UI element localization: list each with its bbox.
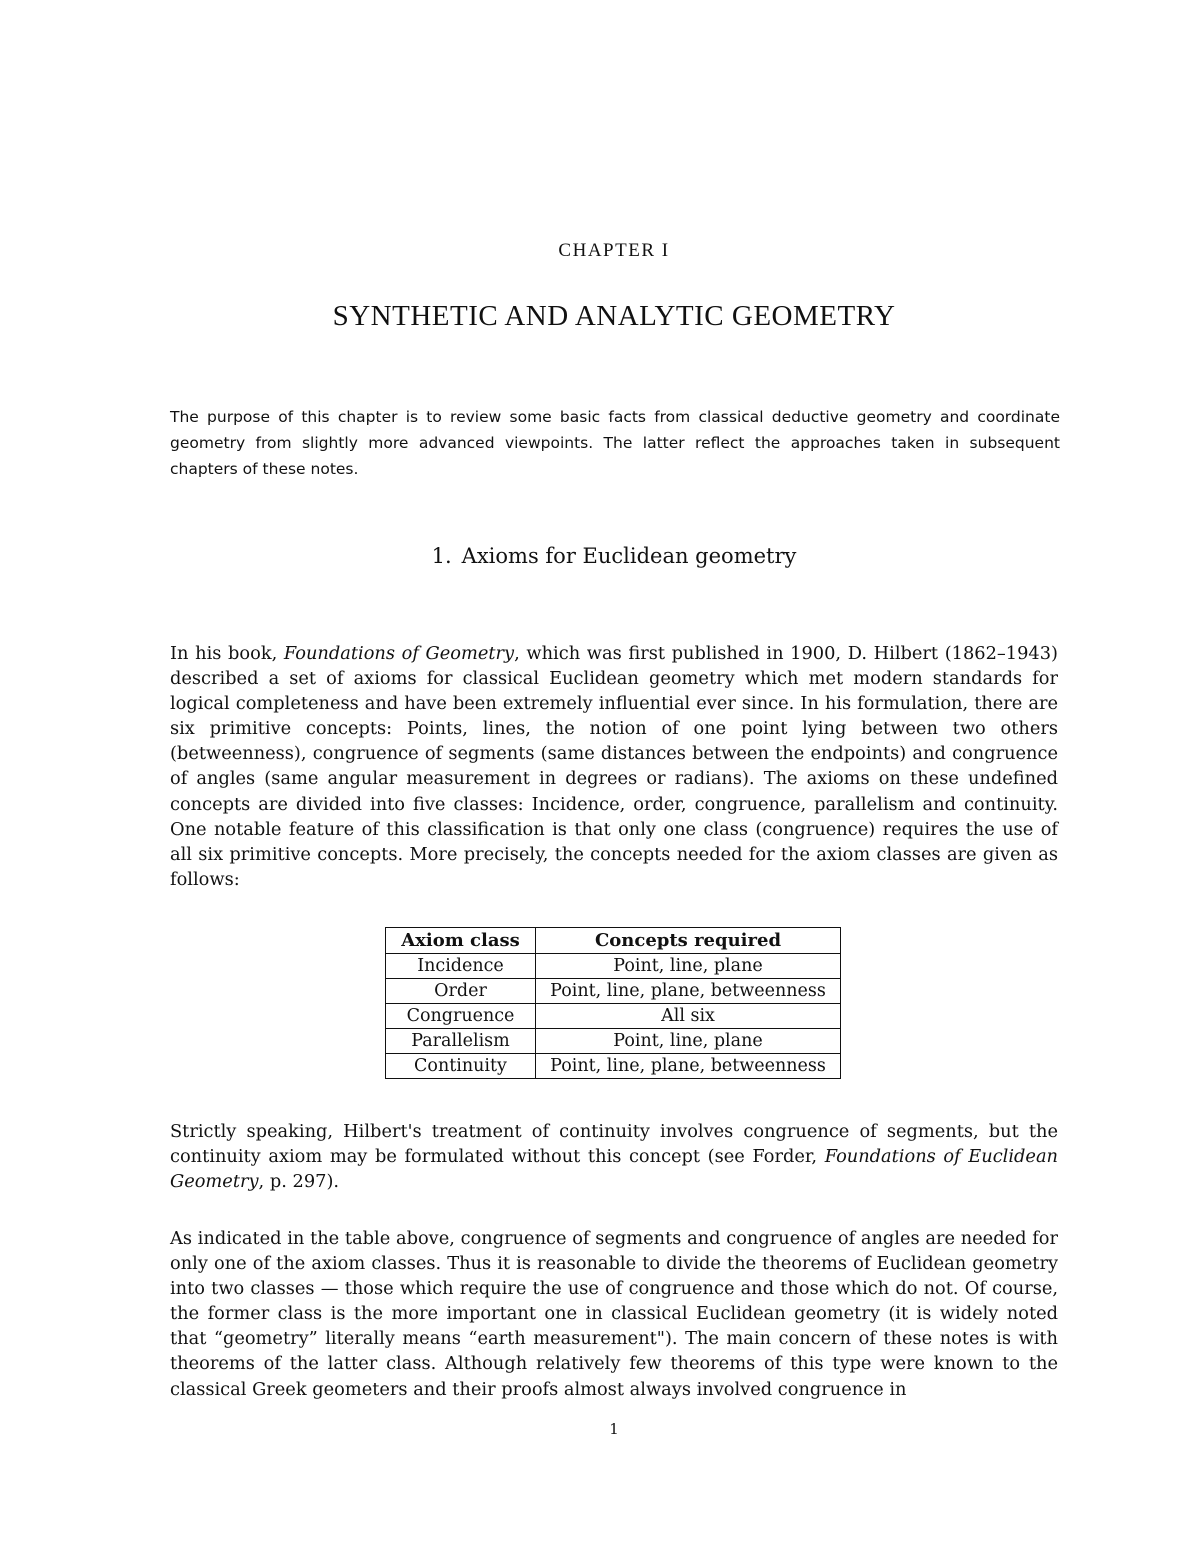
- table-cell: Congruence: [386, 1004, 536, 1029]
- page-number: 1: [609, 1420, 619, 1438]
- table-cell: Point, line, plane, betweenness: [536, 979, 841, 1004]
- paragraph-text: , which was first published in 1900, D. Hilbert (1862–1943) described a set of axioms for classical Euclidean geometry which met modern standards for logical completeness and have been extremely influential ever since. In his formulation, there are six primitive concepts: Points, lines, the notion of one point lying between two others (betweenness), congruence of segments (same distances between the endpoints) and congruence of angles (same angular measurement in degrees or radians). The axioms on these undefined concepts are divided into five classes: Incidence, order, congruence, parallelism and continuity. One notable feature of this classification is that only one class (congruence) requires the use of all six primitive concepts. More precisely, the concepts needed for the axiom classes are given as follows:: [170, 643, 1058, 890]
- table-header-row: [386, 928, 841, 954]
- book-title: Foundations of Euclidean Geometry: [170, 1146, 1059, 1193]
- axiom-classes-table: [385, 927, 841, 1079]
- book-title: Foundations of Geometry: [283, 643, 515, 664]
- table-row: [386, 954, 841, 979]
- chapter-title: SYNTHETIC AND ANALYTIC GEOMETRY: [332, 300, 896, 332]
- chapter-label: CHAPTER I: [558, 240, 670, 261]
- paragraph-continuity: [170, 1119, 1058, 1194]
- table-row: [386, 1029, 841, 1054]
- chapter-abstract: The purpose of this chapter is to review some basic facts from classical deductive geometry and coordinate geometry from slightly more advanced viewpoints. The latter reflect the approaches taken in subsequent chapters of these notes.: [170, 408, 1060, 478]
- table-header-cell: Concepts required: [536, 928, 841, 954]
- table-row: [386, 1004, 841, 1029]
- table-cell: All six: [536, 1004, 841, 1029]
- section-heading: [0, 544, 1200, 568]
- paragraph-text: As indicated in the table above, congruence of segments and congruence of angles are needed for only one of the axiom classes. Thus it is reasonable to divide the theorems of Euclidean geometry into two classes — those which require the use of congruence and those which do not. Of course, the former class is the more important one in classical Euclidean geometry (it is widely noted that “geometry” literally means “earth measurement"). The main concern of these notes is with theorems of the latter class. Although relatively few theorems of this type were known to the classical Greek geometers and their proofs almost always involved congruence in: [170, 1228, 1058, 1400]
- table-cell: Continuity: [386, 1054, 536, 1079]
- section-title: Axioms for Euclidean geometry: [461, 544, 797, 568]
- paragraph-congruence: [170, 1226, 1058, 1402]
- section-number: 1.: [431, 544, 452, 568]
- paragraph-text: , p. 297).: [258, 1171, 340, 1193]
- table-cell: Order: [386, 979, 536, 1004]
- table-cell: Incidence: [386, 954, 536, 979]
- paragraph-hilbert: [170, 641, 1058, 892]
- table-row: [386, 1054, 841, 1079]
- table-cell: Point, line, plane: [536, 1029, 841, 1054]
- paragraph-text: Strictly speaking, Hilbert's treatment of continuity involves congruence of segments, but the continuity axiom may be formulated without this concept (see Forder,: [170, 1121, 1058, 1168]
- paragraph-text: In his book,: [170, 643, 284, 664]
- table-cell: Point, line, plane: [536, 954, 841, 979]
- table-header-cell: Axiom class: [386, 928, 536, 954]
- table-row: [386, 979, 841, 1004]
- table-cell: Point, line, plane, betweenness: [536, 1054, 841, 1079]
- table-cell: Parallelism: [386, 1029, 536, 1054]
